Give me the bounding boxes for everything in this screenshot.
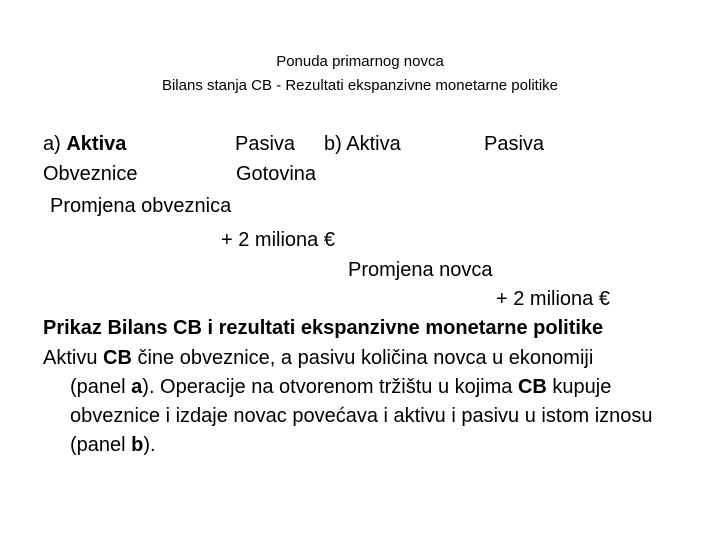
summary-text: Aktivu (43, 347, 104, 369)
panel-b-change-label: Promjena novca (348, 259, 493, 281)
summary-continuation (43, 373, 683, 460)
summary-text: (panel (70, 376, 132, 398)
panel-a-change-value: + 2 miliona € (221, 229, 335, 251)
summary-panel-a: a (131, 376, 143, 398)
summary-line-1 (43, 344, 683, 373)
summary-title (43, 318, 603, 338)
panel-b-aktiva-label: Aktiva (346, 133, 401, 155)
panel-b-aktiva-heading (324, 134, 401, 154)
header-title: Ponuda primarnog novca (276, 53, 444, 70)
panel-a-aktiva-item: Obveznice (43, 163, 138, 185)
panel-b-marker: b) (324, 133, 342, 155)
summary-text: ). Operacije na otvorenom tržištu u kojima (142, 376, 518, 398)
summary-cb: CB (517, 376, 547, 398)
panel-a-aktiva-heading (43, 134, 126, 154)
panel-a-marker: a) (43, 133, 61, 155)
panel-a-pasiva-label: Pasiva (235, 133, 296, 155)
panel-b-change-value: + 2 miliona € (496, 288, 610, 310)
summary-text: ). (143, 434, 156, 456)
summary-cb: CB (103, 347, 132, 369)
panel-a-pasiva-item: Gotovina (236, 163, 317, 185)
summary-paragraph (43, 344, 683, 460)
summary-panel-b: b (131, 434, 144, 456)
summary-title-text: Prikaz Bilans CB i rezultati ekspanzivne monetarne politike (43, 317, 604, 339)
panel-a-change-label: Promjena obveznica (50, 195, 232, 217)
summary-text: kupuje obveznice i izdaje novac povećava i aktivu i pasivu u istom iznosu (panel (70, 376, 653, 456)
panel-a-aktiva-label: Aktiva (66, 133, 127, 155)
summary-text: čine obveznice, a pasivu količina novca u ekonomiji (131, 347, 594, 369)
header-subtitle: Bilans stanja CB - Rezultati ekspanzivne monetarne politike (161, 77, 559, 94)
panel-b-pasiva-label: Pasiva (484, 133, 545, 155)
